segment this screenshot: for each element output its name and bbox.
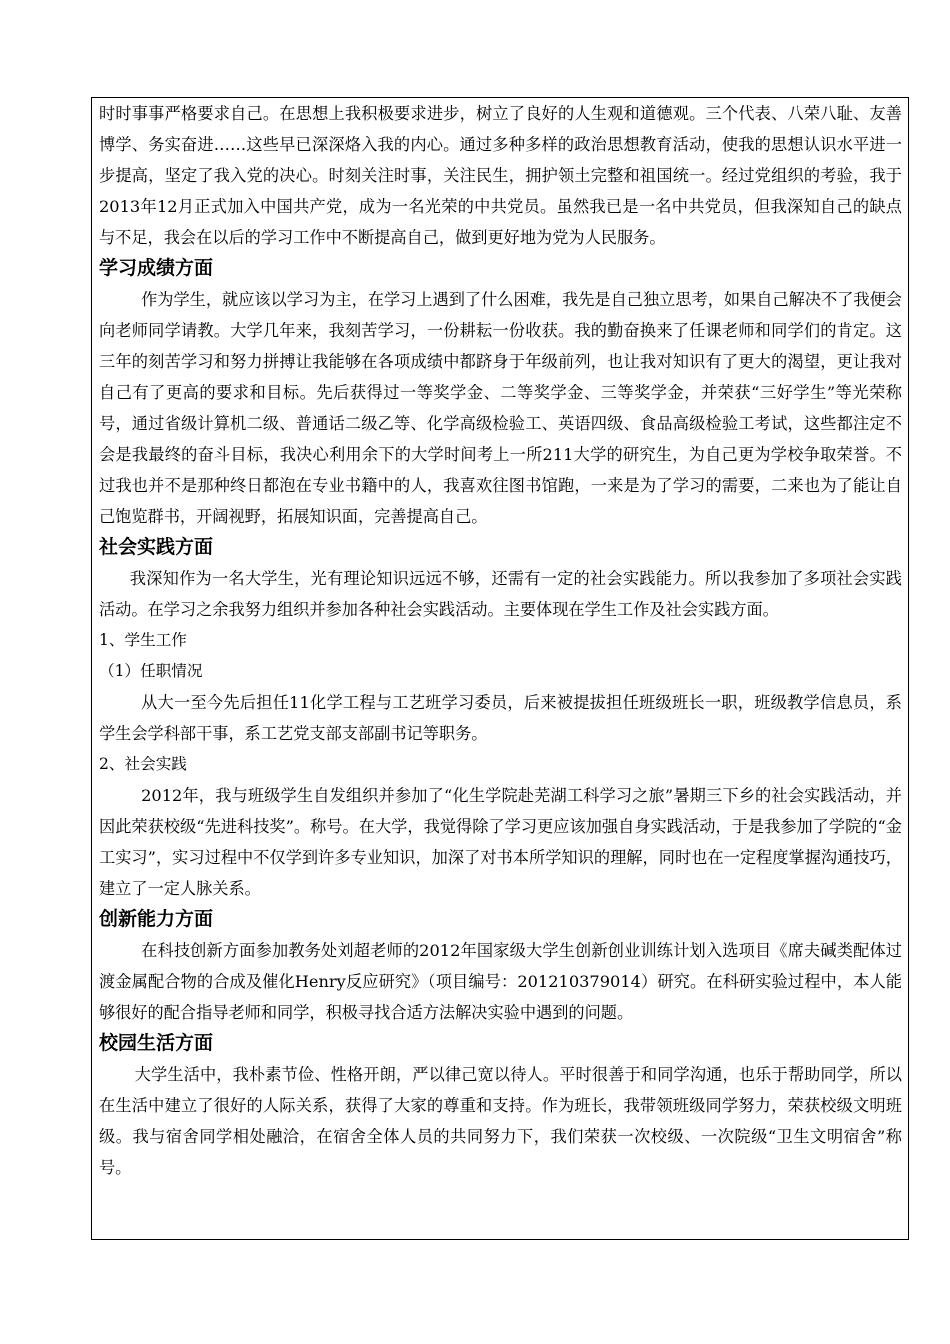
list-item-student-work: 1、学生工作 bbox=[99, 631, 187, 649]
list-item-practice: 2、社会实践 bbox=[99, 755, 187, 773]
study-paragraph: 作为学生，就应该以学习为主，在学习上遇到了什么困难，我先是自己独立思考，如果自己解决不了我便会向老师同学请教。大学几年来，我刻苦学习，一份耕耘一份收获。我的勤奋换来了任课老师和同学们的肯定。这三年的刻苦学习和努力拼搏让我能够在各项成绩中都跻身于年级前列，也让我对知识有了更大的渴望，更让我对自己有了更高的要求和目标。先后获得过一等奖学金、二等奖学金、三等奖学金，并荣获“三好学生”等光荣称号，通过省级计算机二级、普通话二级乙等、化学高级检验工、英语四级、食品高级检验工考试，这些都注定不会是我最终的奋斗目标，我决心利用余下的大学时间考上一所211大学的研究生，为自己更为学校争取荣誉。不过我也并不是那种终日都泡在专业书籍中的人，我喜欢往图书馆跑，一来是为了学习的需要，二来也为了能让自己饱览群书，开阔视野，拓展知识面，完善提高自己。 bbox=[99, 290, 902, 526]
campus-paragraph: 大学生活中，我朴素节俭、性格开朗，严以律己宽以待人。平时很善于和同学沟通，也乐于帮助同学，所以在生活中建立了很好的人际关系，获得了大家的尊重和支持。作为班长，我带领班级同学努力，荣获校级文明班级。我与宿舍同学相处融洽，在宿舍全体人员的共同努力下，我们荣获一次校级、一次院级“卫生文明宿舍”称号。 bbox=[99, 1065, 902, 1177]
section-heading-study: 学习成绩方面 bbox=[99, 257, 214, 279]
intro-paragraph: 时时事事严格要求自己。在思想上我积极要求进步，树立了良好的人生观和道德观。三个代表、八荣八耻、友善博学、务实奋进……这些早已深深烙入我的内心。通过多种多样的政治思想教育活动，使我的思想认识水平进一步提高，坚定了我入党的决心。时刻关注时事，关注民生，拥护领土完整和祖国统一。经过党组织的考验，我于2013年12月正式加入中国共产党，成为一名光荣的中共党员。虽然我已是一名中共党员，但我深知自己的缺点与不足，我会在以后的学习工作中不断提高自己，做到更好地为党为人民服务。 bbox=[99, 104, 902, 247]
section-heading-social: 社会实践方面 bbox=[99, 536, 214, 558]
section-heading-campus: 校园生活方面 bbox=[99, 1032, 214, 1054]
section-heading-innovation: 创新能力方面 bbox=[99, 908, 214, 930]
practice-paragraph: 2012年，我与班级学生自发组织并参加了“化生学院赴芜湖工科学习之旅”暑期三下乡的社会实践活动，并因此荣获校级“先进科技奖”。称号。在大学，我觉得除了学习更应该加强自身实践活动，于是我参加了学院的“金工实习”，实习过程中不仅学到许多专业知识，加深了对书本所学知识的理解，同时也在一定程度掌握沟通技巧，建立了一定人脉关系。 bbox=[99, 786, 902, 898]
position-paragraph: 从大一至今先后担任11化学工程与工艺班学习委员，后来被提拔担任班级班长一职，班级教学信息员，系学生会学科部干事，系工艺党支部支部副书记等职务。 bbox=[99, 693, 902, 743]
social-paragraph: 我深知作为一名大学生，光有理论知识远远不够，还需有一定的社会实践能力。所以我参加了多项社会实践活动。在学习之余我努力组织并参加各种社会实践活动。主要体现在学生工作及社会实践方面。 bbox=[99, 569, 902, 619]
list-item-position: （1）任职情况 bbox=[99, 662, 203, 680]
innovation-paragraph: 在科技创新方面参加教务处刘超老师的2012年国家级大学生创新创业训练计划入选项目《席夫碱类配体过渡金属配合物的合成及催化Henry反应研究》（项目编号：201210379014）研究。在科研实验过程中，本人能够很好的配合指导老师和同学，积极寻找合适方法解决实验中遇到的问题。 bbox=[99, 941, 902, 1022]
document-frame bbox=[91, 97, 909, 1240]
